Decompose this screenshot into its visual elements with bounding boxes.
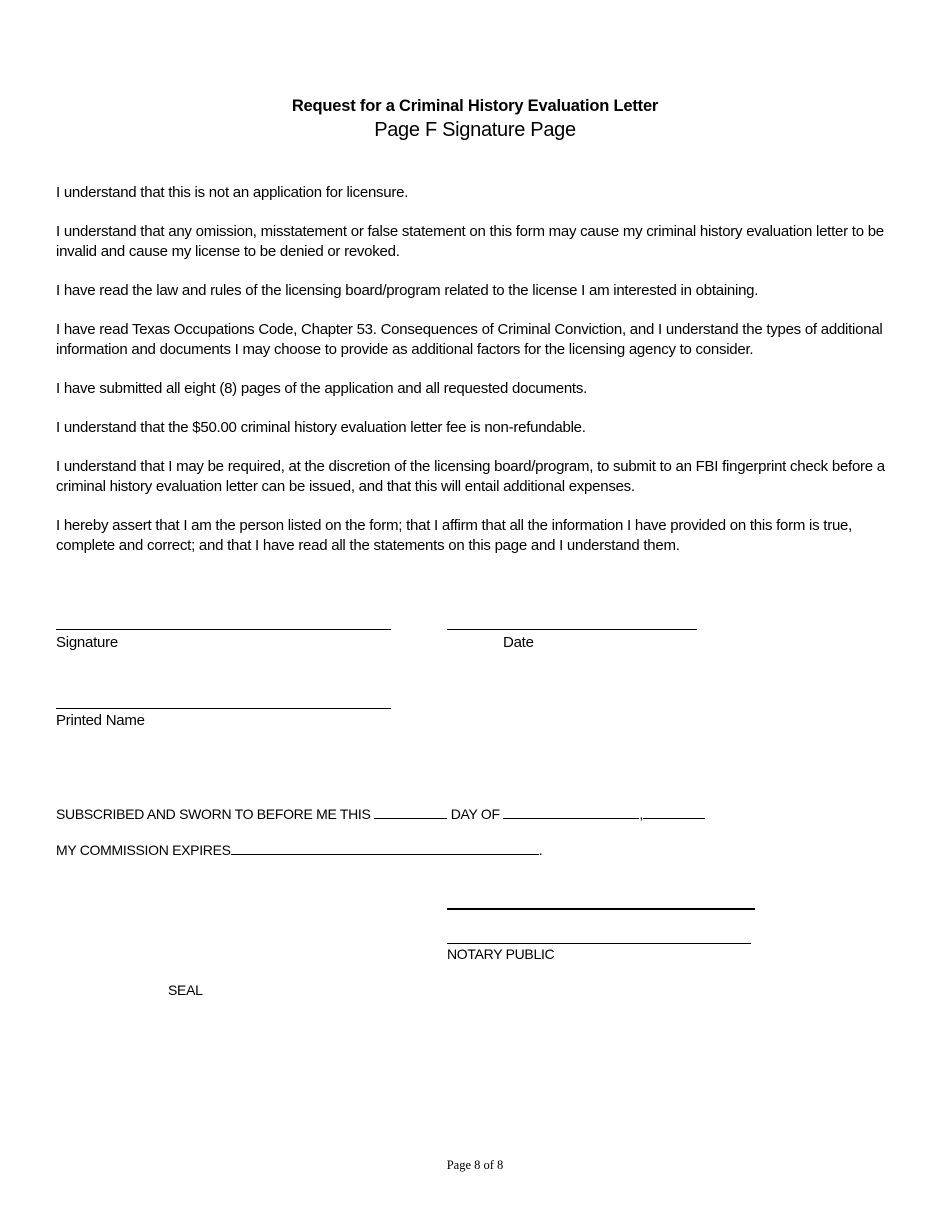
commission-label: MY COMMISSION EXPIRES — [56, 842, 231, 858]
signature-line[interactable] — [56, 629, 391, 630]
sworn-statement — [56, 804, 705, 822]
year-separator: , — [639, 806, 643, 822]
page-number: Page 8 of 8 — [446, 1158, 504, 1172]
signature-label: Signature — [56, 634, 118, 651]
day-of-label: DAY OF — [450, 806, 500, 822]
commission-end: . — [538, 842, 543, 858]
statement-7: I understand that I may be required, at the discretion of the licensing board/program, to submit to an FBI fingerprint check before a criminal history evaluation letter can be issued, and that this will entail additional expenses. — [56, 458, 885, 495]
statement-4: I have read Texas Occupations Code, Chapter 53. Consequences of Criminal Conviction, and I understand the types of additional information and documents I may choose to provide as additional factors for the licensing agency to consider. — [56, 321, 883, 358]
statement-5: I have submitted all eight (8) pages of the application and all requested documents. — [56, 380, 588, 397]
day-blank[interactable] — [374, 804, 447, 819]
statement-2: I understand that any omission, misstatement or false statement on this form may cause my criminal history evaluation letter to be invalid and cause my license to be denied or revoked. — [56, 223, 884, 260]
notary-signature-line[interactable] — [447, 908, 755, 910]
statement-3: I have read the law and rules of the licensing board/program related to the license I am interested in obtaining. — [56, 282, 759, 299]
statement-6: I understand that the $50.00 criminal history evaluation letter fee is non-refundable. — [56, 419, 586, 436]
printed-name-line[interactable] — [56, 708, 391, 709]
notary-public-label: NOTARY PUBLIC — [447, 946, 555, 962]
printed-name-label: Printed Name — [56, 712, 145, 729]
date-line[interactable] — [447, 629, 697, 630]
commission-statement — [56, 840, 542, 858]
commission-expires-blank[interactable] — [231, 840, 539, 855]
seal-label: SEAL — [168, 982, 203, 998]
year-blank[interactable] — [643, 804, 705, 819]
statement-8: I hereby assert that I am the person listed on the form; that I affirm that all the information I have provided on this form is true, complete and correct; and that I have read all the statements on this page and I understand them. — [56, 517, 853, 554]
page-subtitle: Page F Signature Page — [374, 119, 576, 141]
month-blank[interactable] — [503, 804, 639, 819]
form-title: Request for a Criminal History Evaluation Letter — [291, 97, 659, 115]
date-label: Date — [503, 634, 534, 651]
statement-1: I understand that this is not an application for licensure. — [56, 184, 409, 201]
sworn-prefix: SUBSCRIBED AND SWORN TO BEFORE ME THIS — [56, 806, 371, 822]
notary-name-line[interactable] — [447, 943, 751, 944]
